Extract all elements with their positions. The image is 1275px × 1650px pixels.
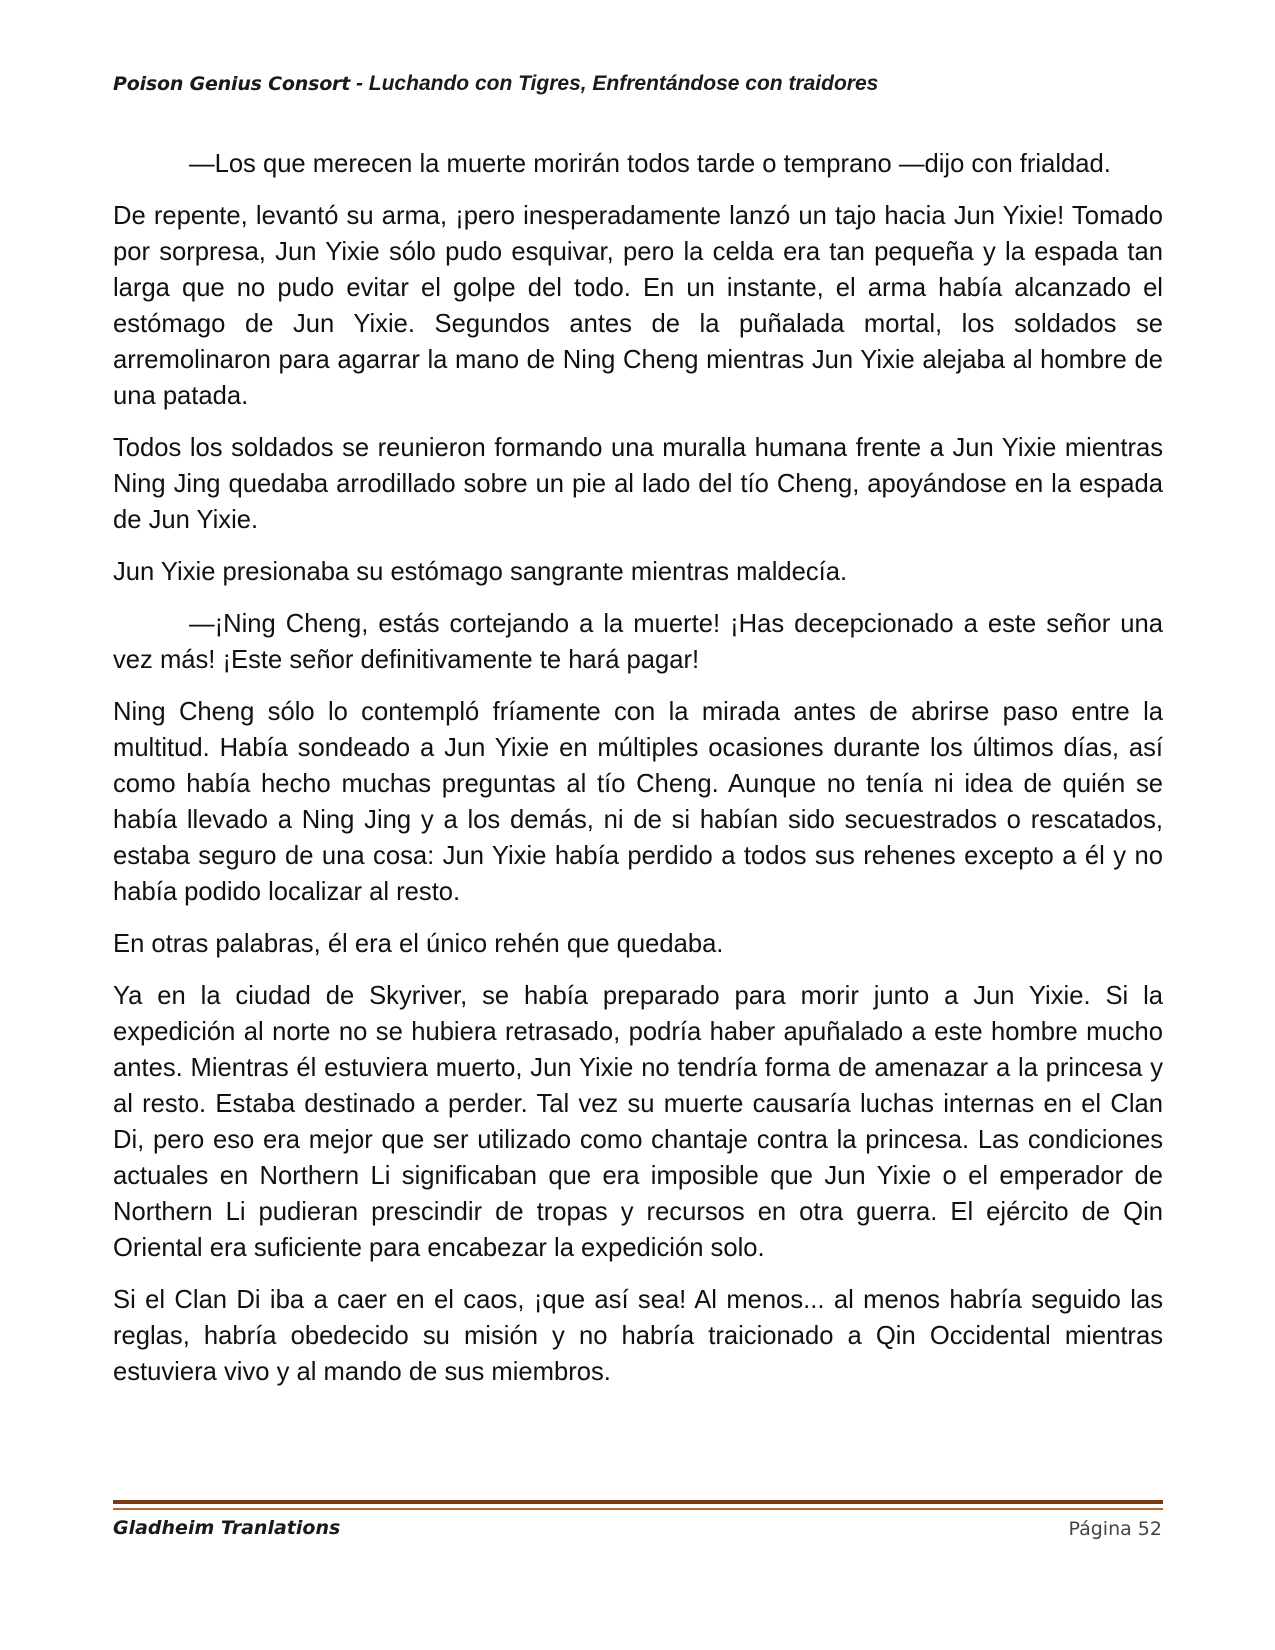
- paragraph-dialogue: —¡Ning Cheng, estás cortejando a la muerte! ¡Has decepcionado a este señor una vez más! ¡Este señor definitivamente te hará pagar!: [113, 610, 1163, 674]
- footer-rule-thick: [113, 1500, 1163, 1504]
- paragraph: De repente, levantó su arma, ¡pero inesperadamente lanzó un tajo hacia Jun Yixie! Tomado por sorpresa, Jun Yixie sólo pudo esquivar, pero la celda era tan pequeña y la espada tan larga que no pudo evitar el golpe del todo. En un instante, el arma había alcanzado el estómago de Jun Yixie. Segundos antes de la puñalada mortal, los soldados se arremolinaron para agarrar la mano de Ning Cheng mientras Jun Yixie alejaba al hombre de una patada.: [113, 202, 1163, 410]
- book-title: Poison Genius Consort: [113, 73, 351, 95]
- header-separator: -: [350, 72, 369, 95]
- paragraph: Jun Yixie presionaba su estómago sangrante mientras maldecía.: [113, 558, 848, 586]
- chapter-title: Luchando con Tigres, Enfrentándose con traidores: [368, 72, 879, 95]
- paragraph: Si el Clan Di iba a caer en el caos, ¡que así sea! Al menos... al menos habría seguido las reglas, habría obedecido su misión y no habría traicionado a Qin Occidental mientras estuviera vivo y al mando de sus miembros.: [113, 1286, 1163, 1386]
- page-number: Página 52: [1068, 1518, 1162, 1540]
- body-text: [113, 146, 1163, 1406]
- paragraph: Todos los soldados se reunieron formando una muralla humana frente a Jun Yixie mientras Ning Jing quedaba arrodillado sobre un pie al lado del tío Cheng, apoyándose en la espada de Jun Yixie.: [113, 434, 1163, 534]
- paragraph: En otras palabras, él era el único rehén que quedaba.: [113, 930, 724, 958]
- paragraph: Ning Cheng sólo lo contempló fríamente con la mirada antes de abrirse paso entre la multitud. Había sondeado a Jun Yixie en múltiples ocasiones durante los últimos días, así como había hecho muchas preguntas al tío Cheng. Aunque no tenía ni idea de quién se había llevado a Ning Jing y a los demás, ni de si habían sido secuestrados o rescatados, estaba seguro de una cosa: Jun Yixie había perdido a todos sus rehenes excepto a él y no había podido localizar al resto.: [113, 698, 1163, 906]
- footer-rule-thin: [113, 1508, 1163, 1510]
- publisher-name: Gladheim Tranlations: [113, 1517, 341, 1539]
- paragraph-dialogue: —Los que merecen la muerte morirán todos tarde o temprano —dijo con frialdad.: [189, 150, 1111, 178]
- page-header: [113, 72, 1163, 96]
- paragraph: Ya en la ciudad de Skyriver, se había preparado para morir junto a Jun Yixie. Si la expedición al norte no se hubiera retrasado, podría haber apuñalado a este hombre mucho antes. Mientras él estuviera muerto, Jun Yixie no tendría forma de amenazar a la princesa y al resto. Estaba destinado a perder. Tal vez su muerte causaría luchas internas en el Clan Di, pero eso era mejor que ser utilizado como chantaje contra la princesa. Las condiciones actuales en Northern Li significaban que era imposible que Jun Yixie o el emperador de Northern Li pudieran prescindir de tropas y recursos en otra guerra. El ejército de Qin Oriental era suficiente para encabezar la expedición solo.: [113, 982, 1163, 1262]
